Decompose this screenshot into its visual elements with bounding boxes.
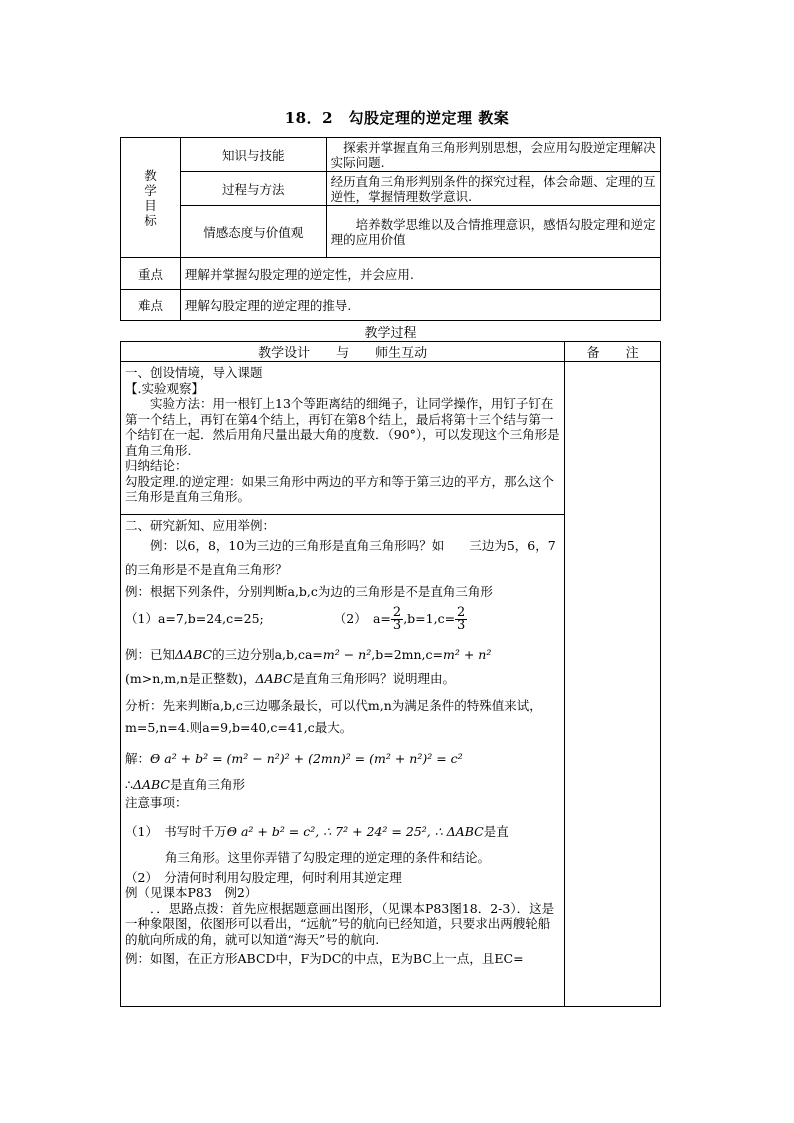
- process-table: [120, 341, 661, 1007]
- objective-label: 过程与方法: [180, 172, 326, 206]
- solution-line: 解：Θ a² + b² = (m² − n²)² + (2mn)² = (m² + n²)² = c²: [125, 751, 463, 766]
- objectives-category: [121, 138, 181, 258]
- note-2: （2） 分清何时利用勾股定理，何时利用其逆定理: [125, 869, 402, 885]
- section-heading: 一、创设情境，导入课题: [125, 365, 263, 380]
- fraction: $\frac{2}{3}$: [392, 605, 402, 633]
- section-new-knowledge: [121, 515, 565, 1007]
- category-char: 目: [144, 197, 157, 213]
- therefore-line: ∴ΔABC是直角三角形: [125, 777, 246, 792]
- example-4: 例（见课本P83 例2）: [125, 885, 258, 900]
- objective-text: 经历直角三角形判别条件的探究过程，体会命题、定理的互逆性，掌握情理数学意识.: [326, 172, 660, 206]
- triangle-abc: ΔABC: [175, 647, 213, 662]
- expr-m2-plus-n2: m² + n²: [443, 647, 492, 662]
- section-heading: 二、研究新知、应用举例：: [125, 518, 276, 533]
- note-label: 注意事项：: [125, 794, 188, 810]
- example-5: 例：如图，在正方形ABCD中，F为DC的中点，E为BC上一点，且EC=: [125, 951, 524, 966]
- notes-column: [565, 362, 661, 1007]
- objectives-table: [120, 137, 661, 321]
- triangle-abc: ΔABC: [255, 671, 293, 686]
- experiment-label: 【.实验观察】: [125, 380, 204, 396]
- experiment-method: 实验方法：用一根钉上13个等距离结的细绳子，让同学操作，用钉子钉在第一个结上，再钉在第4个结上，再钉在第8个结上，最后将第十三个结与第一个结钉在一起．然后用角尺量出最大角的度数．（90°），可以发现这个三角形是直角三角形.: [125, 396, 560, 458]
- conclusion-label: 归纳结论：: [125, 458, 188, 473]
- condition-2-prefix: （2） a=: [333, 611, 391, 626]
- difficulty-text: 理解勾股定理的逆定理的推导.: [180, 290, 660, 321]
- key-point-label: 重点: [121, 258, 181, 290]
- hint-text: ．．思路点拨：首先应根据题意画出图形，（见课本P83图18．2-3）．这是一种象限图，依图形可以看出，“远航”号的航向已经知道，只要求出两艘轮船的航向所成的角，就可以知道“海天”号的航向.: [125, 900, 555, 947]
- objective-text: 培养数学思维以及合情推理意识，感悟勾股定理和逆定理的应用价值: [326, 206, 660, 258]
- triangle-abc: ΔABC: [132, 777, 170, 792]
- design-header: 教学设计 与 师生互动: [121, 342, 565, 362]
- condition-1: （1）a=7,b=24,c=25;: [125, 611, 264, 626]
- solution-math: Θ a² + b² = (m² − n²)² + (2mn)² = (m² + n²)² = c²: [150, 751, 463, 766]
- process-title: 教学过程: [364, 326, 417, 341]
- condition-2-mid: ,b=1,c=: [403, 611, 456, 626]
- example-1: 例：以6，8，10为三边的三角形是直角三角形吗？如 三边为5，6，7的三角形是不是直角三角形？: [125, 537, 556, 577]
- note-math: Θ a² + b² = c², ∴ 7² + 24² = 25², ∴ ΔABC: [226, 824, 484, 839]
- category-char: 学: [144, 182, 157, 198]
- notes-header: 备 注: [565, 342, 661, 362]
- conclusion-text: 勾股定理.的逆定理：如果三角形中两边的平方和等于第三边的平方，那么这个三角形是直角三角形。: [125, 473, 554, 504]
- analysis-text: 分析：先来判断a,b,c三边哪条最长，可以代m,n为满足条件的特殊值来试，m=5,n=4.则a=9,b=40,c=41,c最大。: [125, 698, 542, 735]
- page-title: 18．2 勾股定理的逆定理 教案: [284, 109, 510, 127]
- expr-m2-minus-n2: m² − n²: [322, 647, 372, 662]
- note-1-continued: 角三角形。这里你弄错了勾股定理的逆定理的条件和结论。: [165, 850, 491, 865]
- section-intro: [121, 362, 565, 515]
- category-char: 标: [144, 212, 157, 228]
- objective-text: 探索并掌握直角三角形判别思想，会应用勾股逆定理解决实际问题.: [326, 138, 660, 172]
- objective-label: 知识与技能: [180, 138, 326, 172]
- conditions-line: [125, 605, 560, 633]
- key-point-text: 理解并掌握勾股定理的逆定性，并会应用.: [180, 258, 660, 290]
- example-3: 例：已知ΔABC的三边分别a,b,ca=m² − n²,b=2mn,c=m² + n² (m>n,m,n是正整数)，ΔABC是直角三角形吗？说明理由。: [125, 647, 492, 686]
- note-1: （1） 书写时千万Θ a² + b² = c², ∴ 7² + 24² = 25², ∴ ΔABC是直: [125, 824, 509, 839]
- fraction: $\frac{2}{3}$: [457, 605, 466, 633]
- example-2: 例：根据下列条件，分别判断a,b,c为边的三角形是不是直角三角形: [125, 583, 493, 599]
- objective-label: 情感态度与价值观: [180, 206, 326, 258]
- category-char: 教: [144, 167, 157, 183]
- difficulty-label: 难点: [121, 290, 181, 321]
